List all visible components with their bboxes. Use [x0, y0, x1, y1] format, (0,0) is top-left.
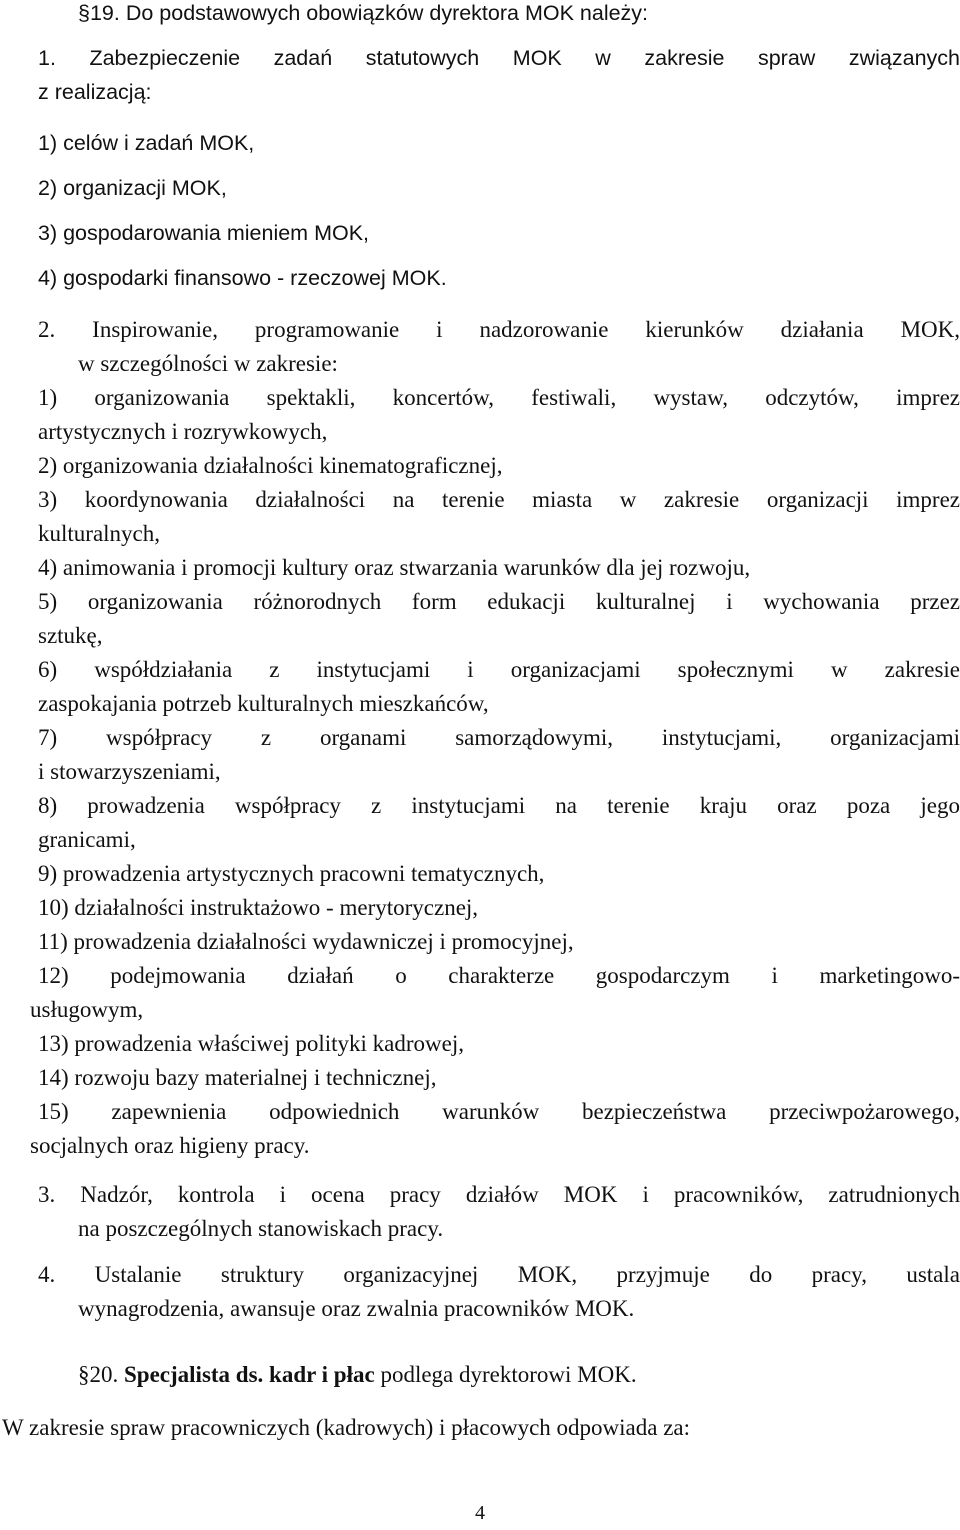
s19-p3-line2: na poszczególnych stanowiskach pracy. — [78, 1216, 444, 1241]
s19-p2-item6-line1: 6) współdziałania z instytucjami i organizacjami społecznymi w zakresie — [38, 657, 960, 682]
s19-p2-item1-line2: artystycznych i rozrywkowych, — [38, 419, 328, 444]
s19-p2-line2: w szczególności w zakresie: — [78, 351, 338, 376]
section-20-prefix: §20. — [78, 1362, 124, 1387]
s19-p2-item3-line2: kulturalnych, — [38, 521, 160, 546]
s19-p2-item3-line1: 3) koordynowania działalności na terenie miasta w zakresie organizacji imprez — [38, 487, 960, 512]
s19-p1-item: 2) organizacji MOK, — [38, 176, 227, 200]
s19-p2-item8-line2: granicami, — [38, 827, 136, 852]
s19-p2-item5-line2: sztukę, — [38, 623, 103, 648]
s19-p2-item7-line1: 7) współpracy z organami samorządowymi, instytucjami, organizacjami — [38, 725, 960, 750]
s19-p2-item13: 13) prowadzenia właściwej polityki kadrowej, — [38, 1031, 465, 1056]
s19-p2-item10: 10) działalności instruktażowo - merytorycznej, — [38, 895, 479, 920]
s19-p3-line1: 3. Nadzór, kontrola i ocena pracy działów MOK i pracowników, zatrudnionych — [38, 1182, 960, 1207]
section-20-suffix: podlega dyrektorowi MOK. — [374, 1362, 637, 1387]
page-number: 4 — [475, 1502, 485, 1524]
s19-p2-item7-line2: i stowarzyszeniami, — [38, 759, 221, 784]
section-20-line — [78, 1358, 637, 1392]
s19-p1-line2: z realizacją: — [38, 80, 152, 104]
s19-p2-item15-line1: 15) zapewnienia odpowiednich warunków bezpieczeństwa przeciwpożarowego, — [38, 1099, 960, 1124]
section-19-heading: §19. Do podstawowych obowiązków dyrektora MOK należy: — [78, 1, 649, 25]
s19-p4-line2: wynagrodzenia, awansuje oraz zwalnia pracowników MOK. — [78, 1296, 635, 1321]
closing-line: W zakresie spraw pracowniczych (kadrowych) i płacowych odpowiada za: — [2, 1415, 691, 1440]
s19-p2-item11: 11) prowadzenia działalności wydawniczej i promocyjnej, — [38, 929, 574, 954]
s19-p2-item8-line1: 8) prowadzenia współpracy z instytucjami na terenie kraju oraz poza jego — [38, 793, 960, 818]
s19-p2-item1-line1: 1) organizowania spektakli, koncertów, festiwali, wystaw, odczytów, imprez — [38, 385, 960, 410]
s19-p2-item15-line2: socjalnych oraz higieny pracy. — [30, 1133, 310, 1158]
s19-p1-item: 4) gospodarki finansowo - rzeczowej MOK. — [38, 266, 447, 290]
s19-p2-item14: 14) rozwoju bazy materialnej i technicznej, — [38, 1065, 437, 1090]
s19-p2-item6-line2: zaspokajania potrzeb kulturalnych mieszkańców, — [38, 691, 489, 716]
s19-p1-line1: 1. Zabezpieczenie zadań statutowych MOK w zakresie spraw związanych — [38, 46, 960, 70]
section-20-role: Specjalista ds. kadr i płac — [124, 1362, 375, 1387]
s19-p2-item12-line1: 12) podejmowania działań o charakterze gospodarczym i marketingowo- — [38, 963, 960, 988]
s19-p1-item: 3) gospodarowania mieniem MOK, — [38, 221, 370, 245]
s19-p2-item2: 2) organizowania działalności kinematograficznej, — [38, 453, 503, 478]
s19-p4-line1: 4. Ustalanie struktury organizacyjnej MOK, przyjmuje do pracy, ustala — [38, 1262, 960, 1287]
s19-p2-item4: 4) animowania i promocji kultury oraz stwarzania warunków dla jej rozwoju, — [38, 555, 751, 580]
s19-p2-line1: 2. Inspirowanie, programowanie i nadzorowanie kierunków działania MOK, — [38, 317, 960, 342]
s19-p2-item5-line1: 5) organizowania różnorodnych form edukacji kulturalnej i wychowania przez — [38, 589, 960, 614]
s19-p2-item9: 9) prowadzenia artystycznych pracowni tematycznych, — [38, 861, 545, 886]
s19-p1-item: 1) celów i zadań MOK, — [38, 131, 255, 155]
s19-p2-item12-line2: usługowym, — [30, 997, 144, 1022]
